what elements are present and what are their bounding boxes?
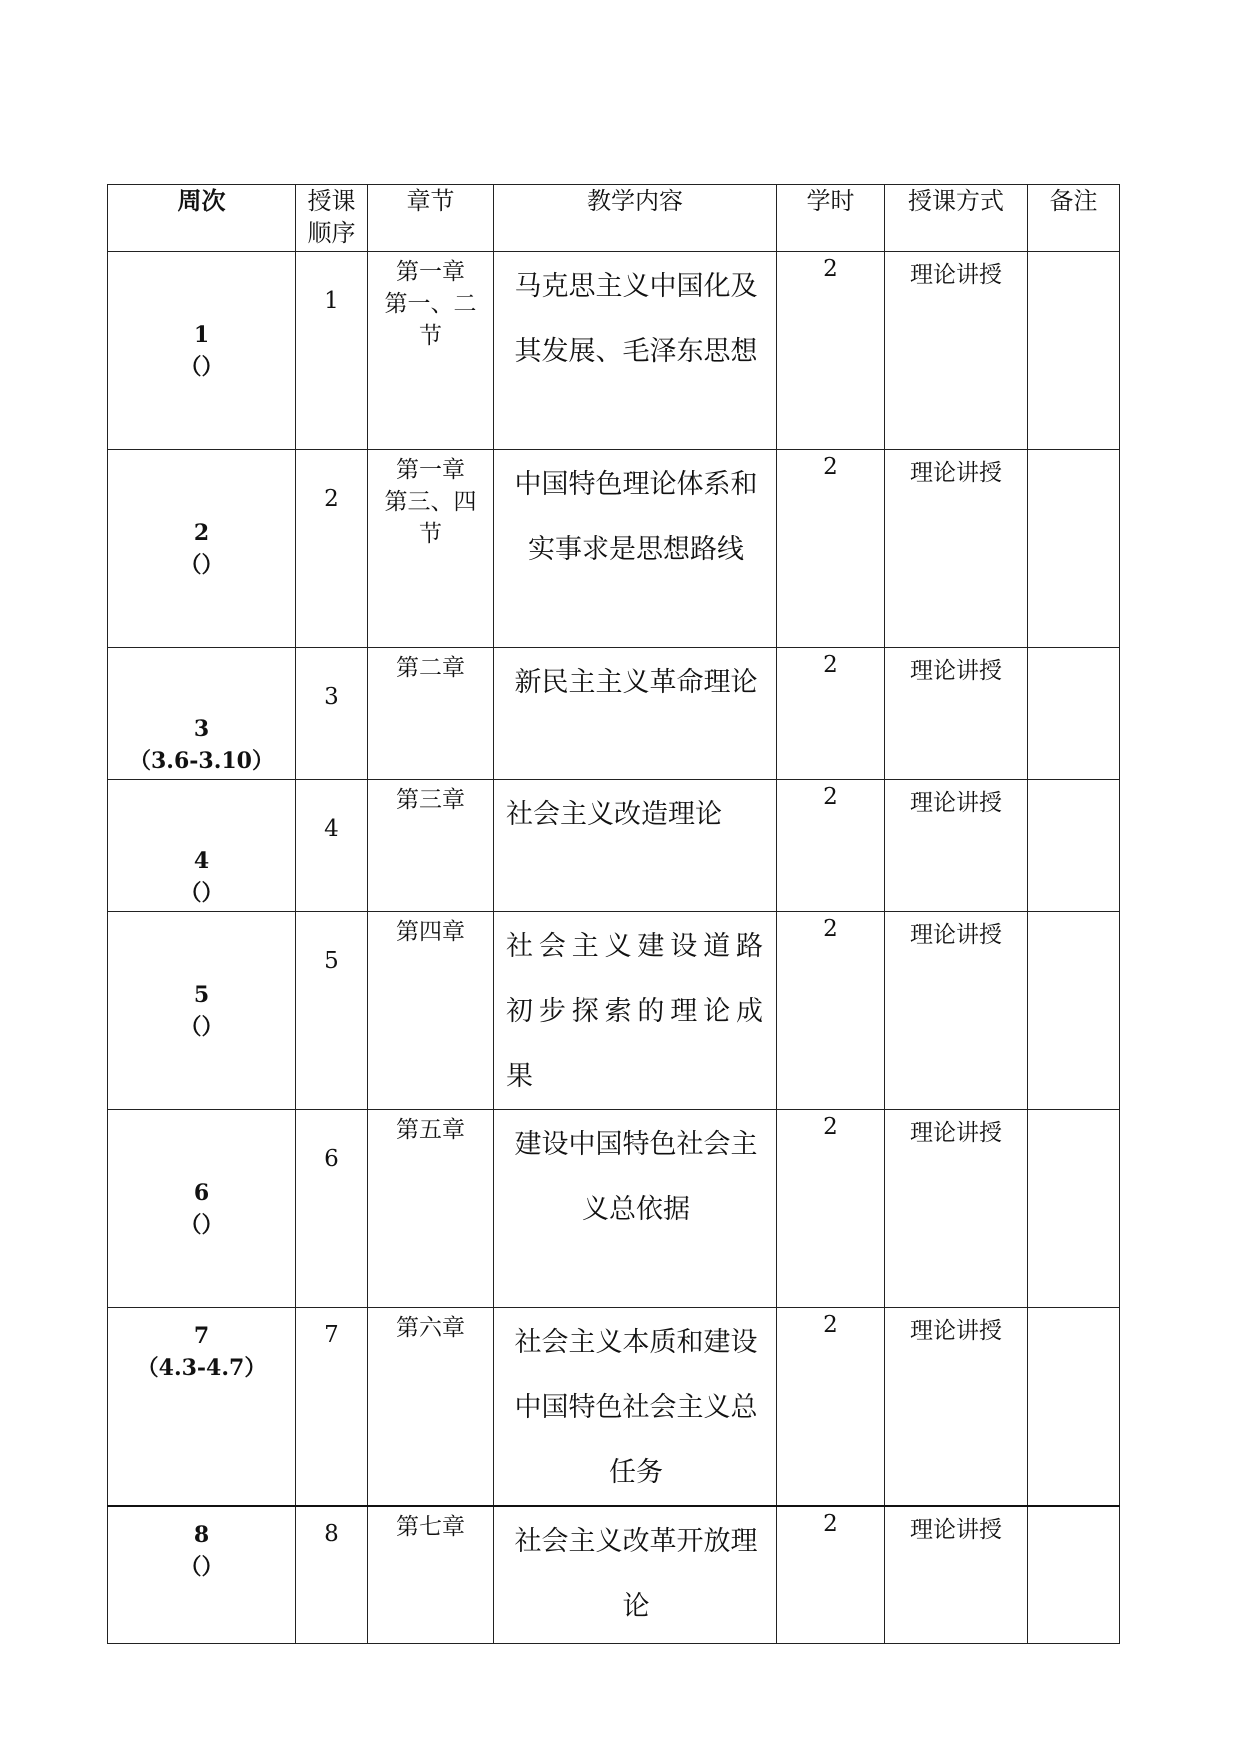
- header-hours: 学时: [777, 185, 885, 252]
- header-order: [296, 185, 368, 252]
- hours-cell: 2: [777, 252, 885, 450]
- header-method: 授课方式: [885, 185, 1028, 252]
- remark-cell: [1028, 780, 1120, 912]
- chapter-line: 第一章: [396, 457, 465, 483]
- chapter-line: 第一、二: [384, 291, 477, 317]
- week-cell: [108, 252, 296, 450]
- table-row: [108, 1110, 1120, 1308]
- header-content: 教学内容: [494, 185, 777, 252]
- hours-cell: 2: [777, 912, 885, 1110]
- order-cell: 4: [296, 780, 368, 912]
- hours-cell: 2: [777, 1308, 885, 1507]
- content-cell: 社会主义本质和建设中国特色社会主义总任务: [494, 1308, 777, 1507]
- order-cell: 1: [296, 252, 368, 450]
- remark-cell: [1028, 252, 1120, 450]
- method-cell: 理论讲授: [885, 780, 1028, 912]
- course-schedule-table: [107, 184, 1120, 1644]
- chapter-line: 第四章: [396, 919, 465, 945]
- week-date: （）: [179, 353, 224, 380]
- hours-cell: 2: [777, 648, 885, 780]
- chapter-line: 第三章: [396, 787, 465, 813]
- chapter-line: 第五章: [396, 1117, 465, 1143]
- week-number: 5: [193, 981, 210, 1008]
- week-number: 1: [193, 321, 210, 348]
- week-cell: [108, 1308, 296, 1507]
- method-cell: 理论讲授: [885, 912, 1028, 1110]
- content-cell: 马克思主义中国化及其发展、毛泽东思想: [494, 252, 777, 450]
- week-number: 4: [193, 848, 210, 874]
- week-cell: [108, 1506, 296, 1643]
- hours-cell: 2: [777, 780, 885, 912]
- remark-cell: [1028, 1110, 1120, 1308]
- order-cell: 5: [296, 912, 368, 1110]
- week-number: 7: [193, 1323, 210, 1349]
- chapter-line: 第一章: [396, 259, 465, 285]
- week-date: （）: [179, 1554, 224, 1580]
- method-cell: 理论讲授: [885, 450, 1028, 648]
- week-date: （3.6-3.10）: [129, 748, 274, 774]
- hours-cell: 2: [777, 450, 885, 648]
- chapter-line: 第七章: [396, 1514, 465, 1540]
- remark-cell: [1028, 648, 1120, 780]
- chapter-line: 第三、四: [384, 489, 477, 515]
- week-date: （）: [179, 551, 224, 578]
- week-cell: [108, 1110, 296, 1308]
- method-cell: 理论讲授: [885, 1308, 1028, 1507]
- content-cell: 新民主主义革命理论: [494, 648, 777, 780]
- order-cell: 3: [296, 648, 368, 780]
- method-cell: 理论讲授: [885, 1110, 1028, 1308]
- chapter-line: 节: [419, 521, 442, 547]
- order-cell: 6: [296, 1110, 368, 1308]
- chapter-cell: [368, 648, 494, 780]
- chapter-cell: [368, 252, 494, 450]
- header-order-label: 授课顺序: [307, 187, 356, 247]
- week-number: 6: [193, 1179, 210, 1206]
- remark-cell: [1028, 912, 1120, 1110]
- week-cell: [108, 450, 296, 648]
- chapter-cell: [368, 912, 494, 1110]
- header-remark: 备注: [1028, 185, 1120, 252]
- chapter-cell: [368, 1110, 494, 1308]
- hours-cell: 2: [777, 1506, 885, 1643]
- table-row: [108, 1506, 1120, 1643]
- hours-cell: 2: [777, 1110, 885, 1308]
- table-row: [108, 1308, 1120, 1507]
- content-cell: 中国特色理论体系和实事求是思想路线: [494, 450, 777, 648]
- week-cell: [108, 780, 296, 912]
- week-number: 2: [193, 519, 210, 546]
- chapter-cell: [368, 780, 494, 912]
- chapter-line: 节: [419, 323, 442, 349]
- table-row: [108, 912, 1120, 1110]
- chapter-cell: [368, 1506, 494, 1643]
- table-row: [108, 252, 1120, 450]
- week-cell: [108, 912, 296, 1110]
- chapter-cell: [368, 450, 494, 648]
- table-row: [108, 648, 1120, 780]
- header-week: 周次: [108, 185, 296, 252]
- week-date: （）: [179, 1211, 224, 1238]
- chapter-cell: [368, 1308, 494, 1507]
- method-cell: 理论讲授: [885, 252, 1028, 450]
- order-cell: 2: [296, 450, 368, 648]
- header-chapter: 章节: [368, 185, 494, 252]
- method-cell: 理论讲授: [885, 1506, 1028, 1643]
- week-cell: [108, 648, 296, 780]
- content-cell: 建设中国特色社会主义总依据: [494, 1110, 777, 1308]
- table-row: [108, 780, 1120, 912]
- chapter-line: 第六章: [396, 1315, 465, 1341]
- content-cell: 社会主义改革开放理论: [494, 1506, 777, 1643]
- remark-cell: [1028, 450, 1120, 648]
- content-cell: 社会主义建设道路初步探索的理论成果: [494, 912, 777, 1110]
- week-date: （）: [179, 880, 224, 906]
- order-cell: 8: [296, 1506, 368, 1643]
- remark-cell: [1028, 1308, 1120, 1507]
- method-cell: 理论讲授: [885, 648, 1028, 780]
- table-row: [108, 450, 1120, 648]
- header-row: [108, 185, 1120, 252]
- week-number: 8: [193, 1522, 210, 1548]
- week-date: （）: [179, 1013, 224, 1040]
- week-number: 3: [193, 716, 210, 742]
- remark-cell: [1028, 1506, 1120, 1643]
- order-cell: 7: [296, 1308, 368, 1507]
- content-cell: 社会主义改造理论: [494, 780, 777, 912]
- chapter-line: 第二章: [396, 655, 465, 681]
- week-date: （4.3-4.7）: [136, 1355, 267, 1381]
